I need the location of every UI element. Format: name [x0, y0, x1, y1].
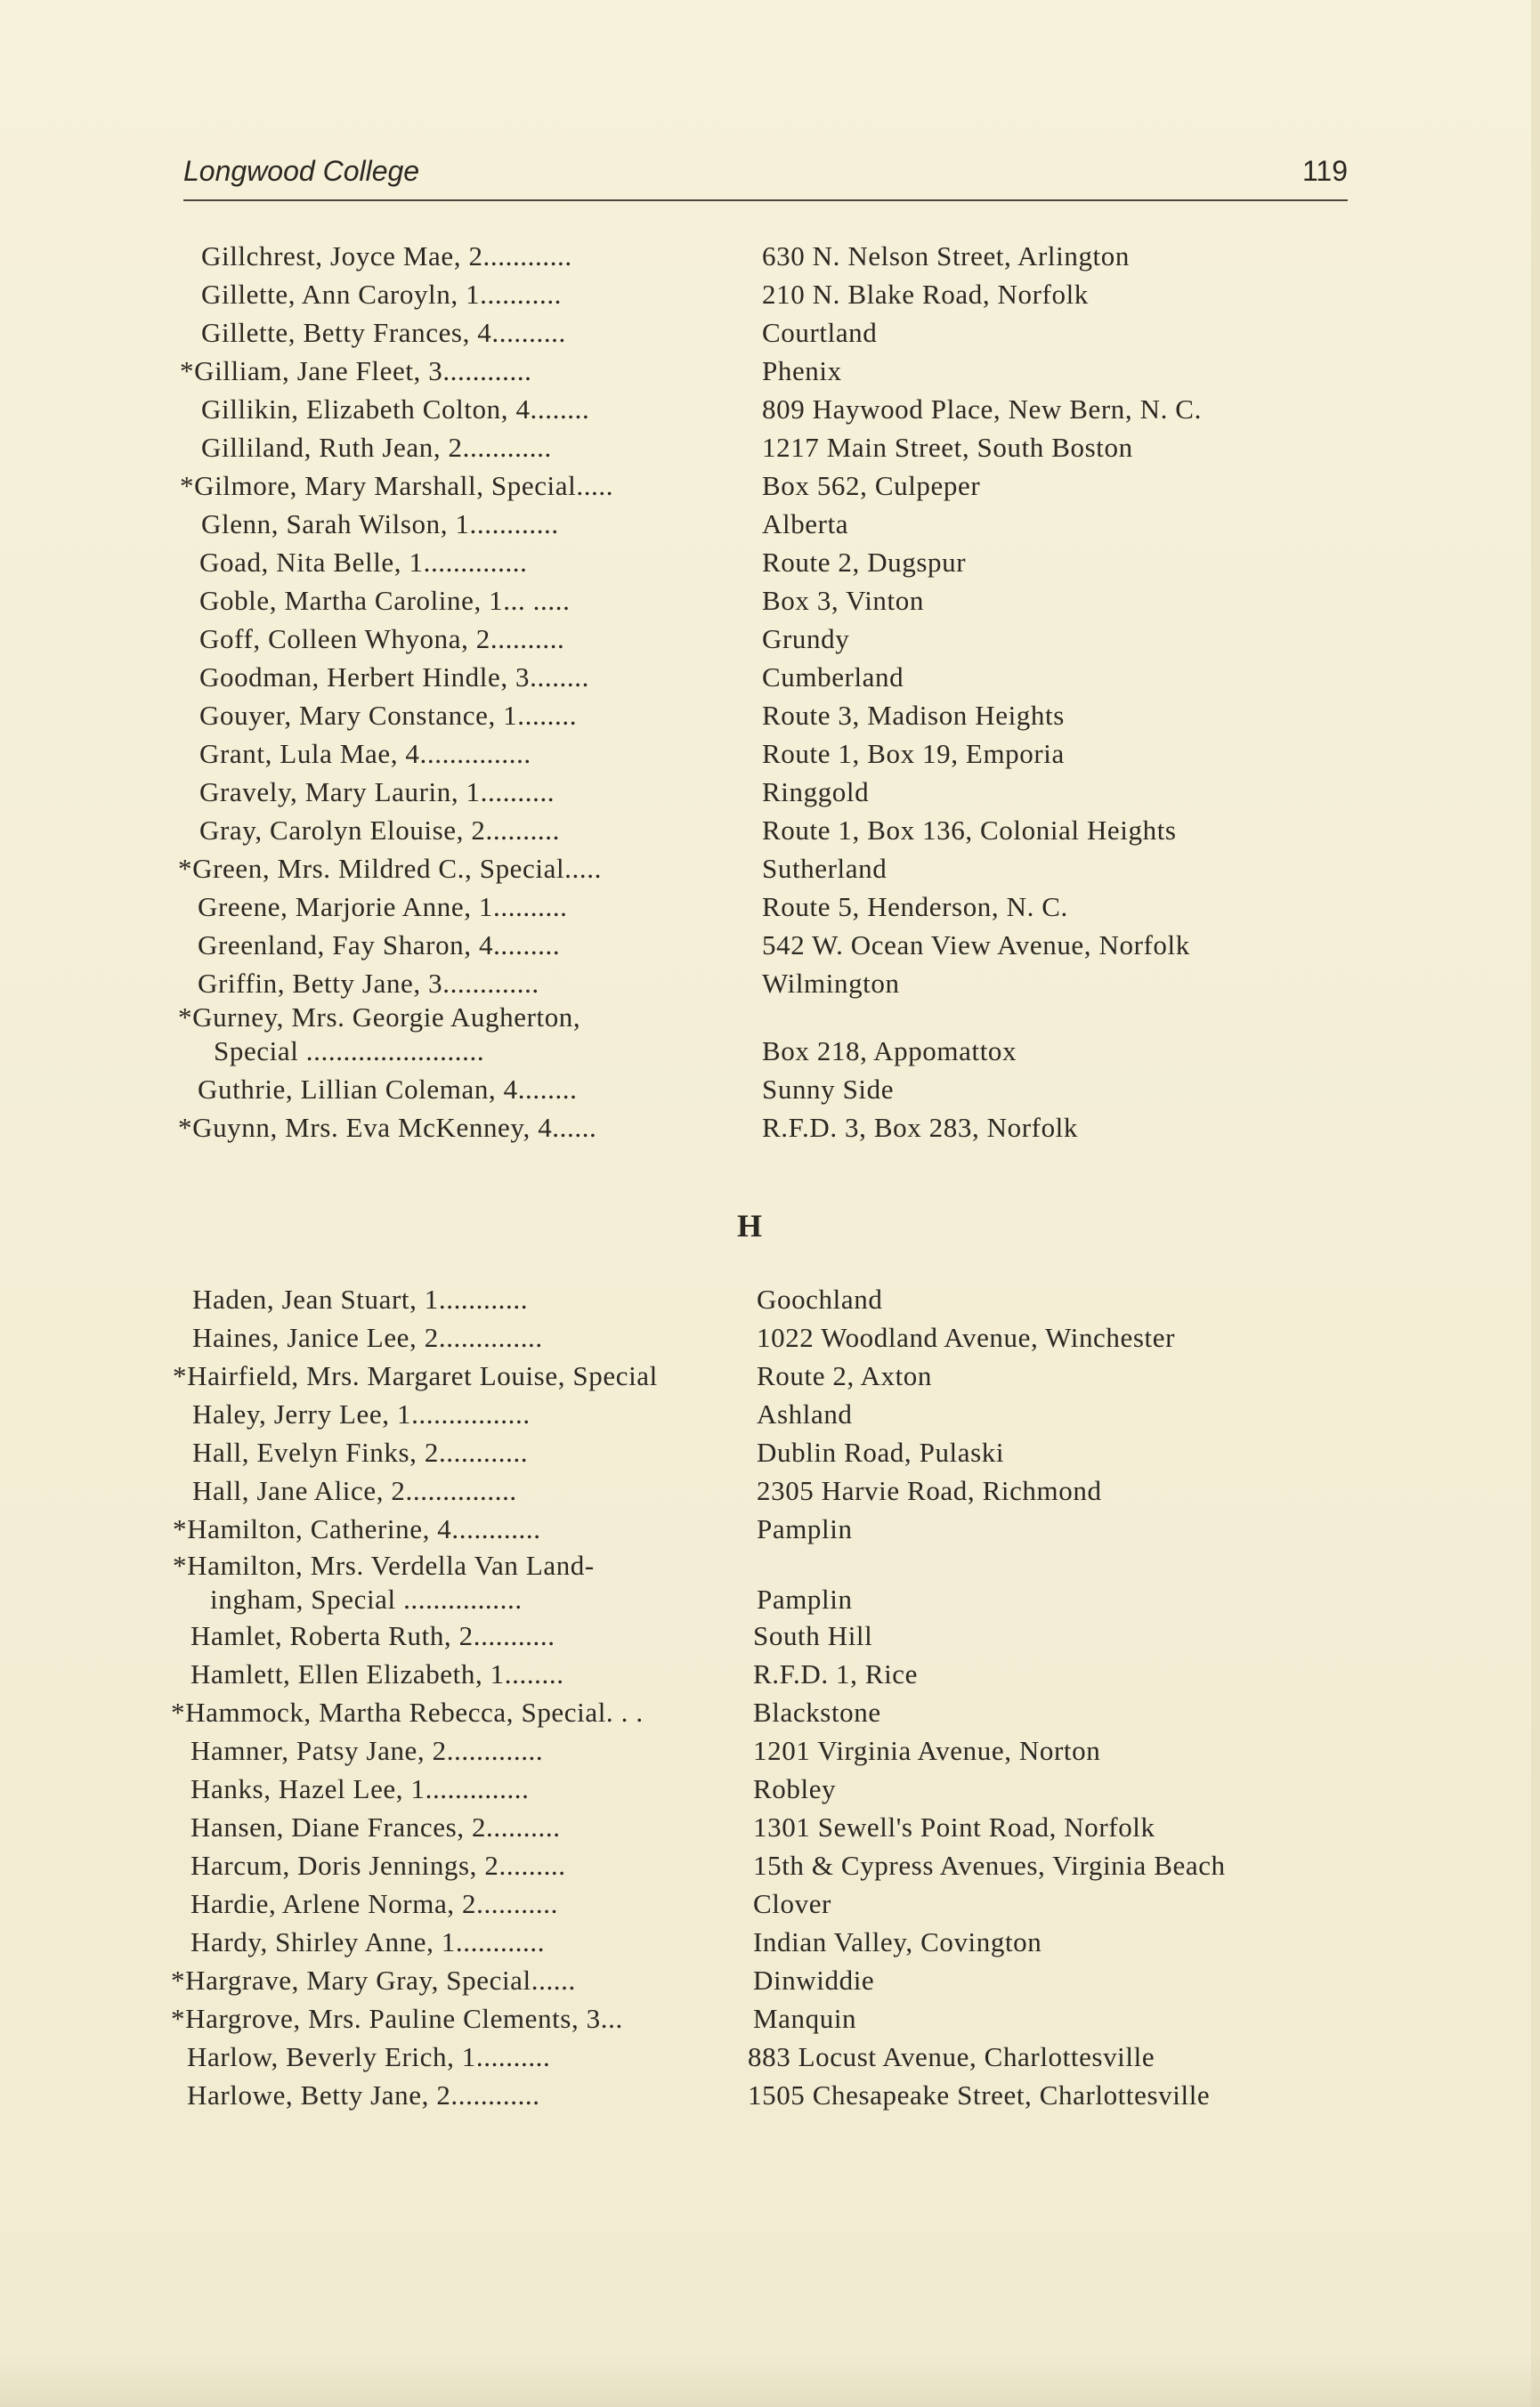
student-name: Greene, Marjorie Anne, 1..........: [198, 891, 568, 922]
student-name: Haley, Jerry Lee, 1................: [192, 1398, 531, 1430]
student-address: 2305 Harvie Road, Richmond: [757, 1475, 1102, 1506]
student-address: Sutherland: [762, 853, 888, 884]
student-name: Hall, Evelyn Finks, 2............: [192, 1437, 529, 1468]
student-name: *Hammock, Martha Rebecca, Special. . .: [171, 1697, 644, 1728]
student-address: 15th & Cypress Avenues, Virginia Beach: [753, 1850, 1226, 1881]
student-address: Indian Valley, Covington: [753, 1926, 1042, 1957]
student-address: Route 2, Dugspur: [762, 547, 967, 578]
student-name: Griffin, Betty Jane, 3.............: [198, 968, 539, 999]
student-name: Gillette, Ann Caroyln, 1...........: [201, 279, 563, 310]
student-name: ingham, Special ................: [210, 1584, 523, 1615]
college-name: Longwood College: [183, 155, 420, 187]
student-address: Pamplin: [757, 1584, 853, 1615]
student-address: Wilmington: [762, 968, 900, 999]
student-address: 883 Locust Avenue, Charlottesville: [748, 2041, 1155, 2072]
student-name: Hamlet, Roberta Ruth, 2...........: [190, 1620, 555, 1651]
student-name: Haden, Jean Stuart, 1............: [192, 1284, 529, 1315]
student-address: Route 1, Box 136, Colonial Heights: [762, 814, 1177, 846]
student-name: Haines, Janice Lee, 2..............: [192, 1322, 543, 1353]
student-address: 630 N. Nelson Street, Arlington: [762, 240, 1130, 271]
page-edge: [1531, 0, 1540, 2407]
student-address: Grundy: [762, 623, 850, 654]
student-address: Manquin: [753, 2003, 857, 2034]
student-name: Glenn, Sarah Wilson, 1............: [201, 508, 559, 539]
student-address: Route 1, Box 19, Emporia: [762, 738, 1065, 769]
student-address: Clover: [753, 1888, 831, 1919]
student-name: Hamlett, Ellen Elizabeth, 1........: [190, 1658, 564, 1690]
student-name: Hardie, Arlene Norma, 2...........: [190, 1888, 558, 1919]
student-address: Pamplin: [757, 1513, 853, 1544]
section-letter-h: H: [737, 1208, 764, 1244]
student-name: Hamner, Patsy Jane, 2.............: [190, 1735, 544, 1766]
student-address: Phenix: [762, 355, 842, 386]
page-bottom-shadow: [0, 2354, 1540, 2407]
student-address: 210 N. Blake Road, Norfolk: [762, 279, 1089, 310]
student-name: Gouyer, Mary Constance, 1........: [199, 700, 578, 731]
student-address: R.F.D. 1, Rice: [753, 1658, 919, 1690]
student-address: Route 3, Madison Heights: [762, 700, 1065, 731]
student-name: *Guynn, Mrs. Eva McKenney, 4......: [178, 1112, 597, 1143]
student-name: *Hargrove, Mrs. Pauline Clements, 3...: [171, 2003, 623, 2034]
student-name: Goodman, Herbert Hindle, 3........: [199, 661, 589, 693]
student-name: Harlowe, Betty Jane, 2............: [187, 2079, 540, 2111]
student-name: Harlow, Beverly Erich, 1..........: [187, 2041, 551, 2072]
student-address: 1201 Virginia Avenue, Norton: [753, 1735, 1101, 1766]
student-name: *Hamilton, Mrs. Verdella Van Land-: [173, 1550, 595, 1581]
student-address: Box 218, Appomattox: [762, 1035, 1017, 1066]
student-address: Route 2, Axton: [757, 1360, 932, 1391]
student-address: 809 Haywood Place, New Bern, N. C.: [762, 393, 1202, 425]
student-name: Hardy, Shirley Anne, 1............: [190, 1926, 546, 1957]
student-name: Harcum, Doris Jennings, 2.........: [190, 1850, 566, 1881]
student-address: Ashland: [757, 1398, 853, 1430]
student-name: Grant, Lula Mae, 4...............: [199, 738, 531, 769]
student-address: Courtland: [762, 317, 878, 348]
student-address: South Hill: [753, 1620, 873, 1651]
student-name: Greenland, Fay Sharon, 4.........: [198, 929, 561, 960]
student-address: 1505 Chesapeake Street, Charlottesville: [748, 2079, 1211, 2111]
student-address: 1022 Woodland Avenue, Winchester: [757, 1322, 1176, 1353]
student-address: Alberta: [762, 508, 849, 539]
student-name: *Hargrave, Mary Gray, Special......: [171, 1965, 576, 1996]
student-address: 542 W. Ocean View Avenue, Norfolk: [762, 929, 1190, 960]
student-address: Dublin Road, Pulaski: [757, 1437, 1005, 1468]
student-address: 1217 Main Street, South Boston: [762, 432, 1133, 463]
student-address: Dinwiddie: [753, 1965, 875, 1996]
student-name: Gray, Carolyn Elouise, 2..........: [199, 814, 560, 846]
student-name: Gillikin, Elizabeth Colton, 4........: [201, 393, 590, 425]
student-address: Ringgold: [762, 776, 870, 807]
student-name: *Green, Mrs. Mildred C., Special.....: [178, 853, 602, 884]
student-address: Box 562, Culpeper: [762, 470, 981, 501]
student-address: R.F.D. 3, Box 283, Norfolk: [762, 1112, 1078, 1143]
student-name: Hall, Jane Alice, 2...............: [192, 1475, 517, 1506]
student-name: *Gilmore, Mary Marshall, Special.....: [180, 470, 614, 501]
student-address: Robley: [753, 1773, 837, 1804]
student-address: Sunny Side: [762, 1074, 895, 1105]
student-name: *Hamilton, Catherine, 4............: [173, 1513, 541, 1544]
student-address: Route 5, Henderson, N. C.: [762, 891, 1068, 922]
student-name: Goad, Nita Belle, 1..............: [199, 547, 528, 578]
student-name: Goff, Colleen Whyona, 2..........: [199, 623, 565, 654]
student-address: Cumberland: [762, 661, 904, 693]
student-name: Gilliland, Ruth Jean, 2............: [201, 432, 552, 463]
student-name: Special ........................: [214, 1035, 485, 1066]
student-name: Gillette, Betty Frances, 4..........: [201, 317, 566, 348]
student-address: Goochland: [757, 1284, 883, 1315]
student-name: Gillchrest, Joyce Mae, 2............: [201, 240, 572, 271]
student-name: Hansen, Diane Frances, 2..........: [190, 1811, 561, 1843]
student-address: Blackstone: [753, 1697, 881, 1728]
student-name: *Gurney, Mrs. Georgie Augherton,: [178, 1001, 581, 1033]
student-name: Guthrie, Lillian Coleman, 4........: [198, 1074, 578, 1105]
student-name: *Gilliam, Jane Fleet, 3............: [180, 355, 532, 386]
page-number: 119: [1301, 155, 1348, 187]
student-name: Hanks, Hazel Lee, 1..............: [190, 1773, 530, 1804]
student-name: *Hairfield, Mrs. Margaret Louise, Special: [173, 1360, 658, 1391]
student-name: Goble, Martha Caroline, 1... .....: [199, 585, 571, 616]
student-name: Gravely, Mary Laurin, 1..........: [199, 776, 555, 807]
running-header: [183, 148, 1348, 201]
student-address: Box 3, Vinton: [762, 585, 924, 616]
student-address: 1301 Sewell's Point Road, Norfolk: [753, 1811, 1155, 1843]
